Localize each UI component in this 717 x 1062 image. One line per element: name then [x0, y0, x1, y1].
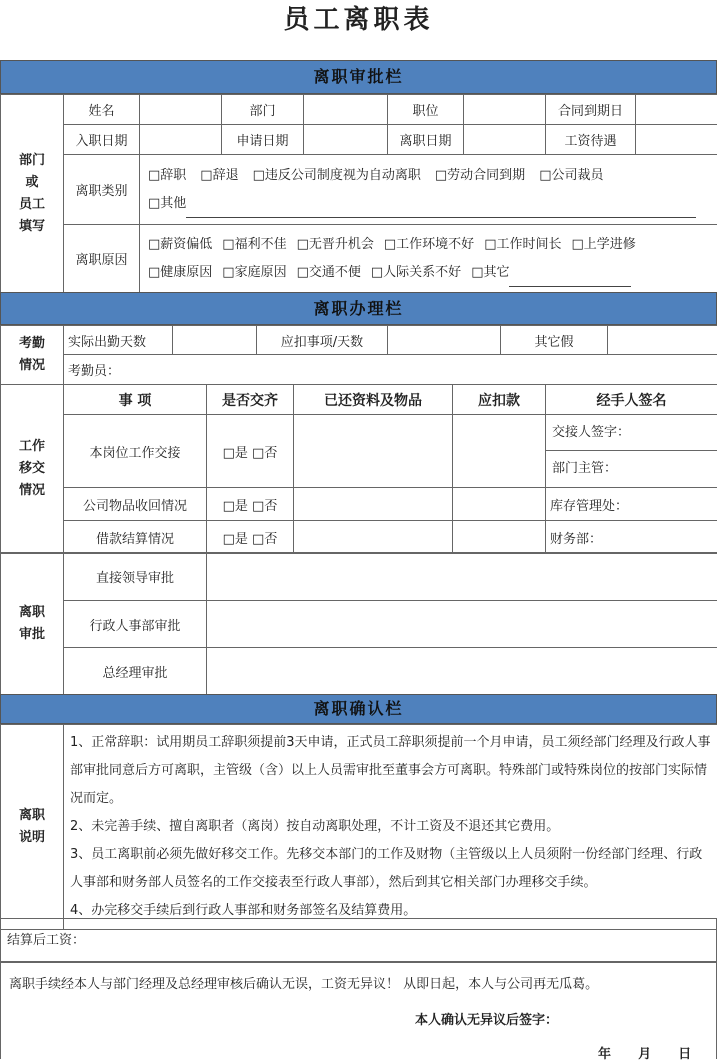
handover-check[interactable]: □是 □否	[207, 415, 294, 488]
confirm-statement: 离职手续经本人与部门经理及总经理审核后确认无误，工资无异议！ 从即日起，本人与公司再无瓜葛。	[9, 973, 598, 992]
handover-item: 借款结算情况	[64, 521, 207, 554]
handover-table	[0, 384, 717, 554]
reason-option[interactable]: □健康原因	[148, 259, 212, 287]
leave-type-option[interactable]: □劳动合同到期	[435, 162, 525, 190]
sign-line[interactable]: 库存管理处：	[546, 488, 717, 521]
name-label: 姓名	[64, 95, 140, 125]
sign-cell	[546, 415, 717, 488]
confirm-statement-box	[0, 962, 717, 1059]
deduction[interactable]	[453, 488, 546, 521]
attendance-clerk[interactable]: 考勤员：	[64, 355, 717, 385]
deduct-value[interactable]	[388, 326, 501, 355]
leave-approval-table	[0, 552, 717, 695]
returned-items[interactable]	[294, 415, 453, 488]
reason-option[interactable]: □薪资偏低	[148, 231, 212, 259]
approver-label: 直接领导审批	[64, 553, 207, 601]
returned-items[interactable]	[294, 521, 453, 554]
other-type-line[interactable]	[186, 201, 696, 218]
attendance-side-label: 考勤 情况	[1, 326, 64, 385]
leave-approval-side-label: 离职 审批	[1, 553, 64, 695]
note-item: 4、办完移交手续后到行政人事部和财务部签名及结算费用。	[70, 897, 711, 925]
leave-type-option[interactable]: □公司裁员	[539, 162, 603, 190]
leave-reason-options	[140, 225, 717, 293]
handover-side-label: 工作 移交 情况	[1, 385, 64, 554]
name-value[interactable]	[140, 95, 222, 125]
handover-item: 本岗位工作交接	[64, 415, 207, 488]
leave-type-option[interactable]: □辞职	[148, 162, 186, 190]
actual-days-value[interactable]	[173, 326, 257, 355]
salary-label: 工资待遇	[546, 125, 636, 155]
sign-label[interactable]: 本人确认无异议后签字：	[415, 1009, 558, 1028]
confirm-side-label: 离职 说明	[1, 725, 64, 930]
section-handling-header: 离职办理栏	[0, 292, 717, 325]
other-reason-line[interactable]	[509, 270, 631, 287]
deduction[interactable]	[453, 521, 546, 554]
deduction[interactable]	[453, 415, 546, 488]
note-item: 3、员工离职前必须先做好移交工作。先移交本部门的工作及财物（主管级以上人员须附一份经部门经理、行政人事部和财务部人员签名的工作交接表至行政人事部），然后到其它相关部门办理移交手续。	[70, 841, 711, 897]
dept-value[interactable]	[304, 95, 388, 125]
returned-items[interactable]	[294, 488, 453, 521]
col-header: 应扣款	[453, 385, 546, 415]
leave-reason-label: 离职原因	[64, 225, 140, 293]
reason-option[interactable]: □上学进修	[571, 231, 635, 259]
leave-type-options	[140, 155, 717, 225]
leave-notes	[64, 725, 717, 930]
reason-option[interactable]: □交通不便	[297, 259, 361, 287]
col-header: 已还资料及物品	[294, 385, 453, 415]
dept-label: 部门	[222, 95, 304, 125]
reason-option[interactable]: □工作时间长	[484, 231, 561, 259]
note-item: 1、正常辞职：试用期员工辞职须提前3天申请，正式员工辞职须提前一个月申请，员工须经部门经理及行政人事部审批同意后方可离职，主管级（含）以上人员需审批至董事会方可离职。特殊部门或特殊岗位的按部门实际情况而定。	[70, 729, 711, 813]
handover-item: 公司物品收回情况	[64, 488, 207, 521]
approver-sign[interactable]	[207, 648, 717, 695]
sign-date[interactable]: 年 月 日	[598, 1043, 691, 1062]
other-leave-label: 其它假	[501, 326, 608, 355]
reason-option[interactable]: □人际关系不好	[371, 259, 461, 287]
leave-type-option[interactable]: □违反公司制度视为自动离职	[253, 162, 421, 190]
leave-type-other[interactable]: □其他	[148, 196, 186, 211]
section-confirm-header: 离职确认栏	[0, 694, 717, 724]
salary-value[interactable]	[636, 125, 717, 155]
deduct-label: 应扣事项/天数	[257, 326, 388, 355]
reason-option[interactable]: □家庭原因	[222, 259, 286, 287]
sign-line[interactable]: 交接人签字：	[546, 415, 717, 451]
reason-option[interactable]: □无晋升机会	[297, 231, 374, 259]
approver-label: 总经理审批	[64, 648, 207, 695]
reason-option[interactable]: □福利不佳	[222, 231, 286, 259]
settle-salary[interactable]: 结算后工资：	[7, 933, 85, 948]
join-date-value[interactable]	[140, 125, 222, 155]
confirm-table	[0, 724, 717, 930]
reason-option[interactable]: □工作环境不好	[384, 231, 474, 259]
attendance-table	[0, 325, 717, 385]
approval-table	[0, 94, 717, 293]
apply-date-value[interactable]	[304, 125, 388, 155]
sign-line[interactable]: 财务部：	[546, 521, 717, 554]
col-header: 经手人签名	[546, 385, 717, 415]
col-header: 事 项	[64, 385, 207, 415]
join-date-label: 入职日期	[64, 125, 140, 155]
settle-salary-row	[0, 918, 717, 962]
actual-days-label: 实际出勤天数	[64, 326, 173, 355]
leave-type-label: 离职类别	[64, 155, 140, 225]
contract-end-label: 合同到期日	[546, 95, 636, 125]
note-item: 2、未完善手续、擅自离职者（离岗）按自动离职处理，不计工资及不退还其它费用。	[70, 813, 711, 841]
contract-end-value[interactable]	[636, 95, 717, 125]
leave-date-label: 离职日期	[388, 125, 464, 155]
approver-sign[interactable]	[207, 553, 717, 601]
sign-line[interactable]: 部门主管：	[546, 451, 717, 487]
apply-date-label: 申请日期	[222, 125, 304, 155]
approver-sign[interactable]	[207, 601, 717, 648]
handover-check[interactable]: □是 □否	[207, 521, 294, 554]
page-title: 员工离职表	[0, 0, 717, 60]
position-label: 职位	[388, 95, 464, 125]
leave-type-option[interactable]: □辞退	[200, 162, 238, 190]
handover-check[interactable]: □是 □否	[207, 488, 294, 521]
reason-option[interactable]: □其它	[471, 265, 509, 280]
col-header: 是否交齐	[207, 385, 294, 415]
approver-label: 行政人事部审批	[64, 601, 207, 648]
other-leave-value[interactable]	[608, 326, 717, 355]
leave-date-value[interactable]	[464, 125, 546, 155]
approval-side-label: 部门 或 员工 填写	[1, 95, 64, 293]
position-value[interactable]	[464, 95, 546, 125]
section-approval-header: 离职审批栏	[0, 60, 717, 94]
